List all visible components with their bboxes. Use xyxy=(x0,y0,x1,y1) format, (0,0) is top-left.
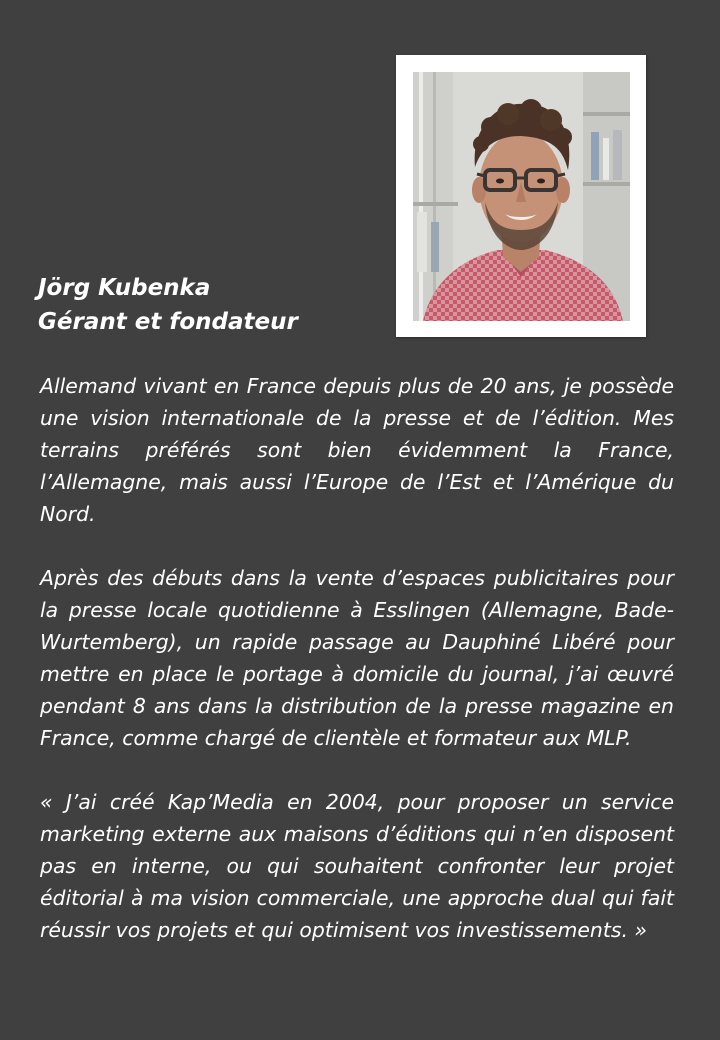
biography xyxy=(40,370,674,946)
profile-heading xyxy=(38,271,298,339)
bio-paragraph-1: Allemand vivant en France depuis plus de 20 ans, je possède une vision internationale de la presse et de l’édition. Mes terrains préférés sont bien évidemment la France, l’Allemagne, mais aussi l’Europe de l’Est et l’Amérique du Nord. xyxy=(40,374,674,526)
person-title: Gérant et fondateur xyxy=(38,309,298,335)
bio-paragraph-3: « J’ai créé Kap’Media en 2004, pour proposer un service marketing externe aux maisons d’éditions qui n’en disposent pas en interne, ou qui souhaitent confronter leur projet éditorial à ma vision commerciale, une approche dual qui fait réussir vos projets et qui optimisent vos investissements. » xyxy=(40,790,674,942)
profile-photo-frame xyxy=(396,55,646,337)
portrait-photo xyxy=(413,72,630,321)
person-name: Jörg Kubenka xyxy=(38,275,211,301)
bio-paragraph-2: Après des débuts dans la vente d’espaces publicitaires pour la presse locale quotidienne à Esslingen (Allemagne, Bade-Wurtemberg), un rapide passage au Dauphiné Libéré pour mettre en place le portage à domicile du journal, j’ai œuvré pendant 8 ans dans la distribution de la presse magazine en France, comme chargé de clientèle et formateur aux MLP. xyxy=(40,566,674,750)
